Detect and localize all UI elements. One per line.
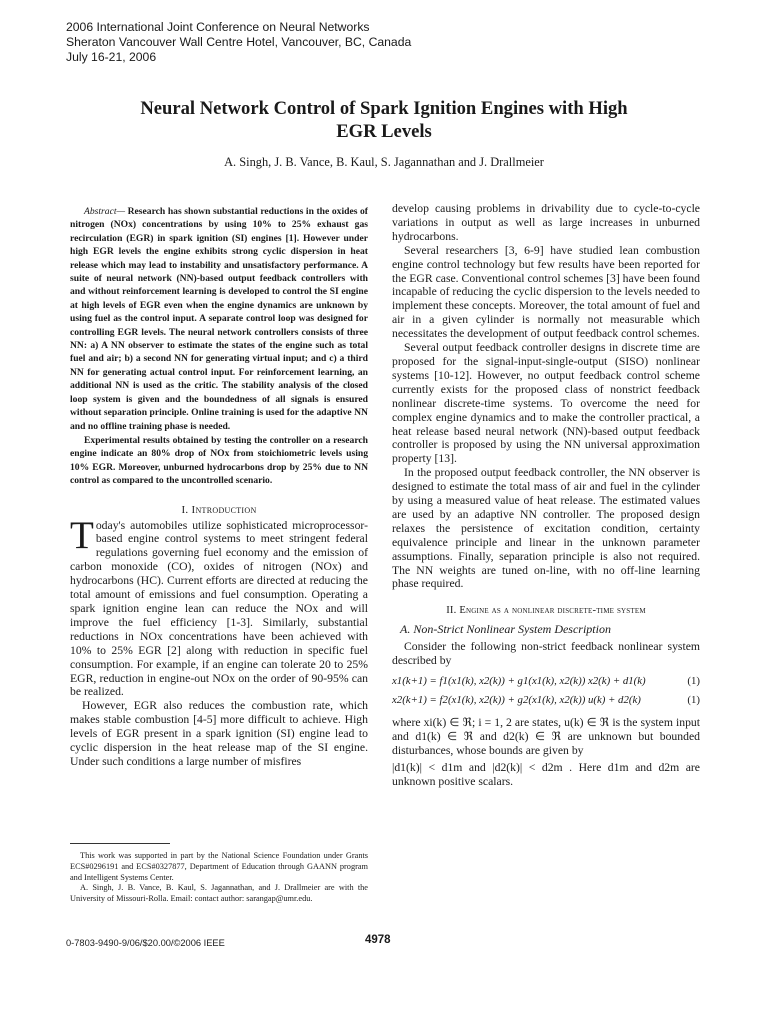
footnote-funding: This work was supported in part by the National Science Foundation under Grants ECS#0296191 and ECS#0327877, Department of Education through GAANN program and Intelligent Systems Center.	[70, 851, 368, 882]
title-line-1: Neural Network Control of Spark Ignition Engines with High	[140, 98, 628, 119]
intro-paragraph-2: However, EGR also reduces the combustion rate, which makes stable combustion [4-5] more difficult to achieve. High levels of EGR present in a spark ignition (SI) engine lead to cyclic dispersion in the heat release map of the SI engine. Under such conditions a large number of misfires	[70, 699, 368, 768]
title-line-2: EGR Levels	[336, 121, 432, 142]
conference-header	[66, 20, 411, 65]
conference-name: 2006 International Joint Conference on Neural Networks	[66, 20, 370, 34]
system-paragraph-3: |d1(k)| < d1m and |d2(k)| < d2m . Here d1m and d2m are unknown positive scalars.	[392, 760, 700, 788]
author-list: A. Singh, J. B. Vance, B. Kaul, S. Jagannathan and J. Drallmeier	[224, 155, 544, 169]
abstract-paragraph-2: Experimental results obtained by testing the controller on a research engine indicate an 80% drop of NOx from stoichiometric levels using 10% EGR. Moreover, unburned hydrocarbons drop by 25% due to NN control as compared to the uncontrolled scenario.	[70, 434, 368, 487]
drop-cap: T	[70, 513, 94, 557]
abstract-paragraph-1	[70, 205, 368, 433]
intro-text-1: oday's automobiles utilize sophisticated microprocessor-based engine control systems to meet stringent federal regulations governing fuel economy and the emission of carbon monoxide (CO), oxides of nitrogen (NOx) and hydrocarbons (HC). Current efforts are directed at reducing the total amount of emissions and fuel consumption. Operating a spark ignition engine lean can reduce the NOx and will improve the fuel efficiency [1-3]. Similarly, substantial reductions in NOx concentrations have been achieved with 10% to 25% EGR [2] along with reduction in specific fuel consumption. For example, if an engine can tolerate 20 to 25% EGR, reduction in engine-out NOx on the order of 90-95% can be realized.	[70, 518, 368, 699]
right-column	[392, 202, 700, 789]
right-paragraph-1: Several researchers [3, 6-9] have studied lean combustion engine control technology but few results have been reported for the EGR case. Conventional control schemes [3] have been found incapable of reducing the cyclic dispersion to the levels needed to implement these concepts. Moreover, the total amount of fuel and air in a given cylinder is normally not measurable which necessitates the development of output feedback control schemes.	[392, 243, 700, 341]
subsection-heading: A. Non-Strict Nonlinear System Description	[400, 622, 611, 637]
equation-2	[392, 694, 700, 706]
system-paragraph-2: where xi(k) ∈ ℜ; i = 1, 2 are states, u(k) ∈ ℜ is the system input and d1(k) ∈ ℜ and d2(k) ∈ ℜ are unknown but bounded disturbances, whose bounds are given by	[392, 716, 700, 757]
equation-1-number: (1)	[687, 675, 700, 688]
section-heading-introduction: I. Introduction	[181, 503, 257, 516]
equation-1-body: x1(k+1) = f1(x1(k), x2(k)) + g1(x1(k), x2(k)) x2(k) + d1(k)	[392, 675, 646, 688]
footnotes	[70, 851, 368, 905]
footnote-affiliation: A. Singh, J. B. Vance, B. Kaul, S. Jagannathan, and J. Drallmeier are with the University of Missouri-Rolla. Email: contact author: sarangap@umr.edu.	[70, 883, 368, 904]
system-paragraph-1: Consider the following non-strict feedback nonlinear system described by	[392, 640, 700, 668]
right-paragraph-0: develop causing problems in drivability due to cycle-to-cycle variations in output as well as large increases in unburned hydrocarbons.	[392, 202, 700, 243]
footnote-rule	[70, 843, 170, 844]
equation-1	[392, 675, 700, 687]
conference-dates: July 16-21, 2006	[66, 50, 157, 64]
page-number: 4978	[365, 934, 391, 946]
isbn-line: 0-7803-9490-9/06/$20.00/©2006 IEEE	[66, 938, 225, 948]
equation-2-number: (1)	[687, 694, 700, 707]
left-column	[70, 205, 368, 769]
intro-paragraph-1	[70, 513, 368, 700]
equation-2-body: x2(k+1) = f2(x1(k), x2(k)) + g2(x1(k), x2(k)) u(k) + d2(k)	[392, 694, 641, 707]
abstract-label: Abstract—	[84, 206, 126, 217]
right-paragraph-2: Several output feedback controller designs in discrete time are proposed for the signal-input-single-output (SISO) nonlinear systems [10-12]. However, no output feedback control scheme currently exists for the proposed class of nonstrict feedback nonlinear discrete-time systems. To overcome the need for complex engine dynamics and to make the controller practical, a heat release based neural network (NN)-based output feedback controller is proposed by using the NN universal approximation property [13].	[392, 341, 700, 466]
conference-venue: Sheraton Vancouver Wall Centre Hotel, Vancouver, BC, Canada	[66, 35, 412, 49]
section-heading-engine: II. Engine as a nonlinear discrete-time system	[446, 605, 646, 617]
abstract-text-1: Research has shown substantial reductions in the oxides of nitrogen (NOx) concentrations by using 10% to 25% exhaust gas recirculation (EGR) in spark ignition (SI) engines [1]. However under high EGR levels the engine exhibits strong cyclic dispersion in heat release which may lead to instability and unsatisfactory performance. A suite of neural network (NN)-based output feedback controllers with and without reinforcement learning is developed to control the SI engine at high levels of EGR even when the engine dynamics are unknown by using fuel as the control input. A separate control loop was designed for controlling EGR levels. The neural network controllers consists of three NN: a) A NN observer to estimate the states of the engine such as total fuel and air; b) a second NN for generating virtual input; and c) a third NN for generating actual control input. For reinforcement learning, an additional NN is used as the critic. The stability analysis of the closed loop system is given and the boundedness of all signals is ensured without separation principle. Online training is used for the adaptive NN and no offline training phase is needed.	[70, 206, 368, 432]
right-paragraph-3: In the proposed output feedback controller, the NN observer is designed to estimate the total mass of air and fuel in the cylinder by using a measured value of heat release. The estimated values are used by an adaptive NN controller. The proposed design relaxes the persistence of excitation condition, certainty equivalence principle and linear in the unknown parameter assumptions. Finally, separation principle is also not required. The NN weights are tuned on-line, with no off-line learning phase required.	[392, 466, 700, 591]
paper-title	[60, 97, 708, 143]
